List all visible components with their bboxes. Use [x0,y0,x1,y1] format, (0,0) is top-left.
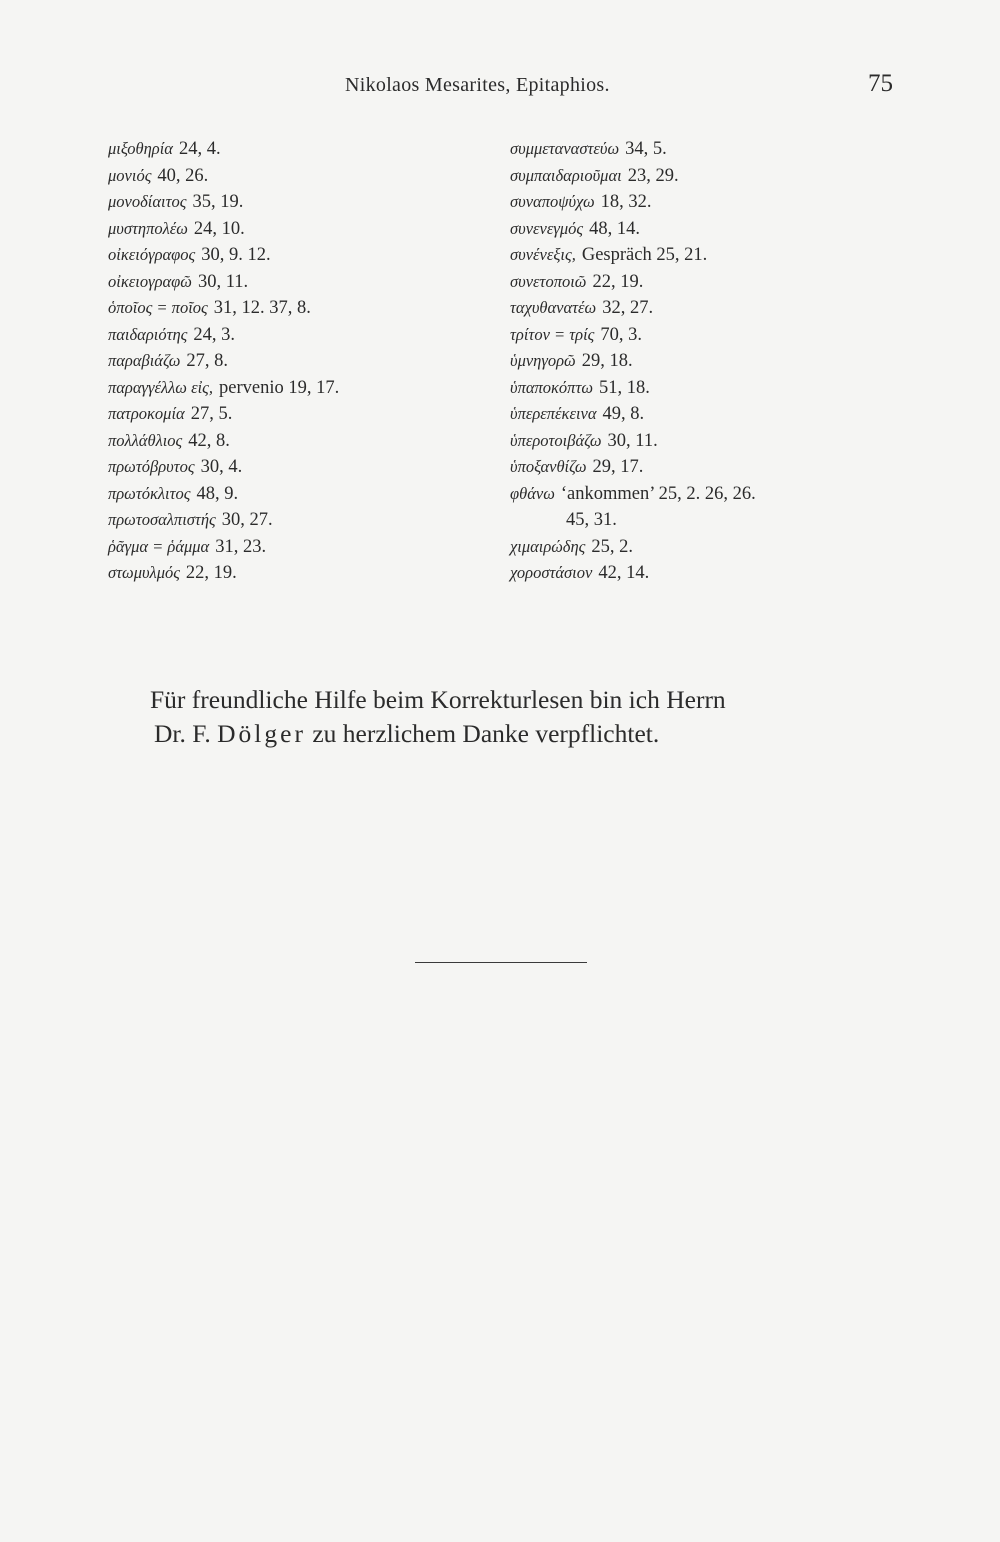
index-entry [108,454,488,481]
index-ref: 45, 31. [566,510,617,530]
page-number: 75 [868,70,893,97]
index-term: χιμαιρώδης [510,536,586,556]
index-entry [510,375,890,402]
index-entry [108,534,488,561]
index-term: φθάνω [510,483,555,503]
index-term: οἰκειογραφῶ [108,271,192,291]
index-ref: 24, 4. [178,139,221,159]
acknowledgement-note [150,683,870,751]
index-entry [108,401,488,428]
index-entry [510,242,890,269]
index-ref: 35, 19. [192,192,244,212]
running-header [0,70,1000,104]
index-term: μονοδίαιτος [108,192,187,211]
index-entry [510,428,890,455]
index-entry [108,269,488,296]
index-gloss: Gespräch [581,245,652,265]
index-ref: 27, 8. [186,351,228,371]
index-entry [510,560,890,587]
index-term: πρωτοσαλπιστής [108,510,216,529]
note-line-2 [150,717,870,751]
index-entry [108,136,488,163]
index-entry [510,348,890,375]
index-ref: 31, 23. [215,536,267,557]
index-entry [108,242,488,269]
index-term: παιδαριότης [108,324,188,344]
index-entry [510,401,890,428]
index-entry [108,428,488,455]
index-term: ὑπερεπέκεινα [510,404,597,423]
index-ref: 19, 17. [288,377,340,398]
index-term: μιξοθηρία [108,139,173,158]
index-entry [510,136,890,163]
index-ref: 30, 9. 12. [201,245,271,265]
index-ref: 22, 19. [592,271,644,292]
index-ref: 22, 19. [185,563,237,583]
index-term: ὑμνηγορῶ [510,351,576,370]
index-ref: 27, 5. [190,404,233,424]
note-line-2-end: zu herzlichem Danke verpflichtet. [312,719,660,748]
index-entry [510,322,890,349]
index-ref: 51, 18. [599,377,650,398]
index-ref: 42, 8. [188,430,230,451]
index-term: χοροστάσιον [510,563,593,582]
index-entry [108,375,488,402]
index-ref: 29, 17. [592,457,644,477]
index-gloss: pervenio [219,377,284,398]
index-term: συμμεταναστεύω [510,139,620,158]
index-ref: 70, 3. [600,324,643,345]
index-ref: 30, 11. [607,430,658,451]
index-column-right [510,136,890,587]
index-term: παραβιάζω [108,351,181,370]
index-ref: 25, 21. [656,245,708,265]
index-entry [108,348,488,375]
index-term: παραγγέλλω εἰς, [108,377,213,397]
running-title: Nikolaos Mesarites, Epitaphios. [345,74,610,96]
index-ref: 24, 10. [193,218,245,239]
index-term: μονιός [108,165,152,185]
index-ref: 25, 2. 26, 26. [658,483,756,504]
index-term: πολλάθλιος [108,430,183,450]
index-entry [510,163,890,190]
index-column-left [108,136,488,587]
index-entry [108,507,488,534]
index-gloss: ‘ankommen’ [560,483,655,504]
index-entry [108,560,488,587]
index-ref: 30, 27. [221,510,273,530]
index-ref: 48, 14. [589,218,640,239]
index-entry [510,454,890,481]
index-term: τρίτον = τρίς [510,324,595,344]
index-term: ὁποῖος = ποῖος [108,298,208,317]
index-term: ὑπαποκόπτω [510,377,594,397]
index-ref: 32, 27. [602,298,654,318]
note-name-doelger: Dölger [217,719,306,748]
note-line-2-start: Dr. F. [154,719,211,748]
index-term: ταχυθανατέω [510,298,597,317]
index-ref: 31, 12. 37, 8. [213,298,311,318]
index-ref: 30, 11. [197,271,249,292]
index-entry [510,481,890,508]
index-ref: 18, 32. [600,192,652,212]
index-term: στωμυλμός [108,563,180,582]
end-rule [415,962,587,963]
index-term: συνενεγμός [510,218,584,238]
index-entry [510,269,890,296]
index-term: συναποψύχω [510,192,595,211]
index-entry [108,216,488,243]
index-entry [108,189,488,216]
index-ref: 23, 29. [627,165,679,186]
index-ref: 24, 3. [193,324,236,345]
index-ref: 49, 8. [602,404,645,424]
index-entry [108,163,488,190]
index-term: πρωτόκλιτος [108,483,191,503]
index-entry [510,534,890,561]
index-term: πατροκομία [108,404,185,423]
index-entry [108,322,488,349]
index-entry [108,295,488,322]
index-ref: 42, 14. [598,563,650,583]
index-ref: 40, 26. [157,165,209,186]
index-entry [510,507,890,534]
index-term: οἰκειόγραφος [108,245,196,264]
index-ref: 30, 4. [200,457,243,477]
index-entry [510,295,890,322]
index-ref: 34, 5. [625,139,667,159]
index-term: πρωτόβρυτος [108,457,195,476]
index-term: ὑποξανθίζω [510,457,587,476]
index-ref: 48, 9. [196,483,239,504]
index-ref: 29, 18. [581,351,633,371]
index-term: μυστηπολέω [108,218,188,238]
index-entry [108,481,488,508]
index-entry [510,216,890,243]
index-term: ῥᾶγμα = ῥάμμα [108,536,210,556]
index-entry [510,189,890,216]
index-ref: 25, 2. [591,536,633,557]
index-term: συνετοποιῶ [510,271,587,291]
index-term: συνένεξις, [510,245,576,264]
index-term: συμπαιδαριοῦμαι [510,165,622,185]
note-line-1: Für freundliche Hilfe beim Korrekturlesen bin ich Herrn [150,685,726,714]
index-term: ὑπεροτοιβάζω [510,430,602,450]
